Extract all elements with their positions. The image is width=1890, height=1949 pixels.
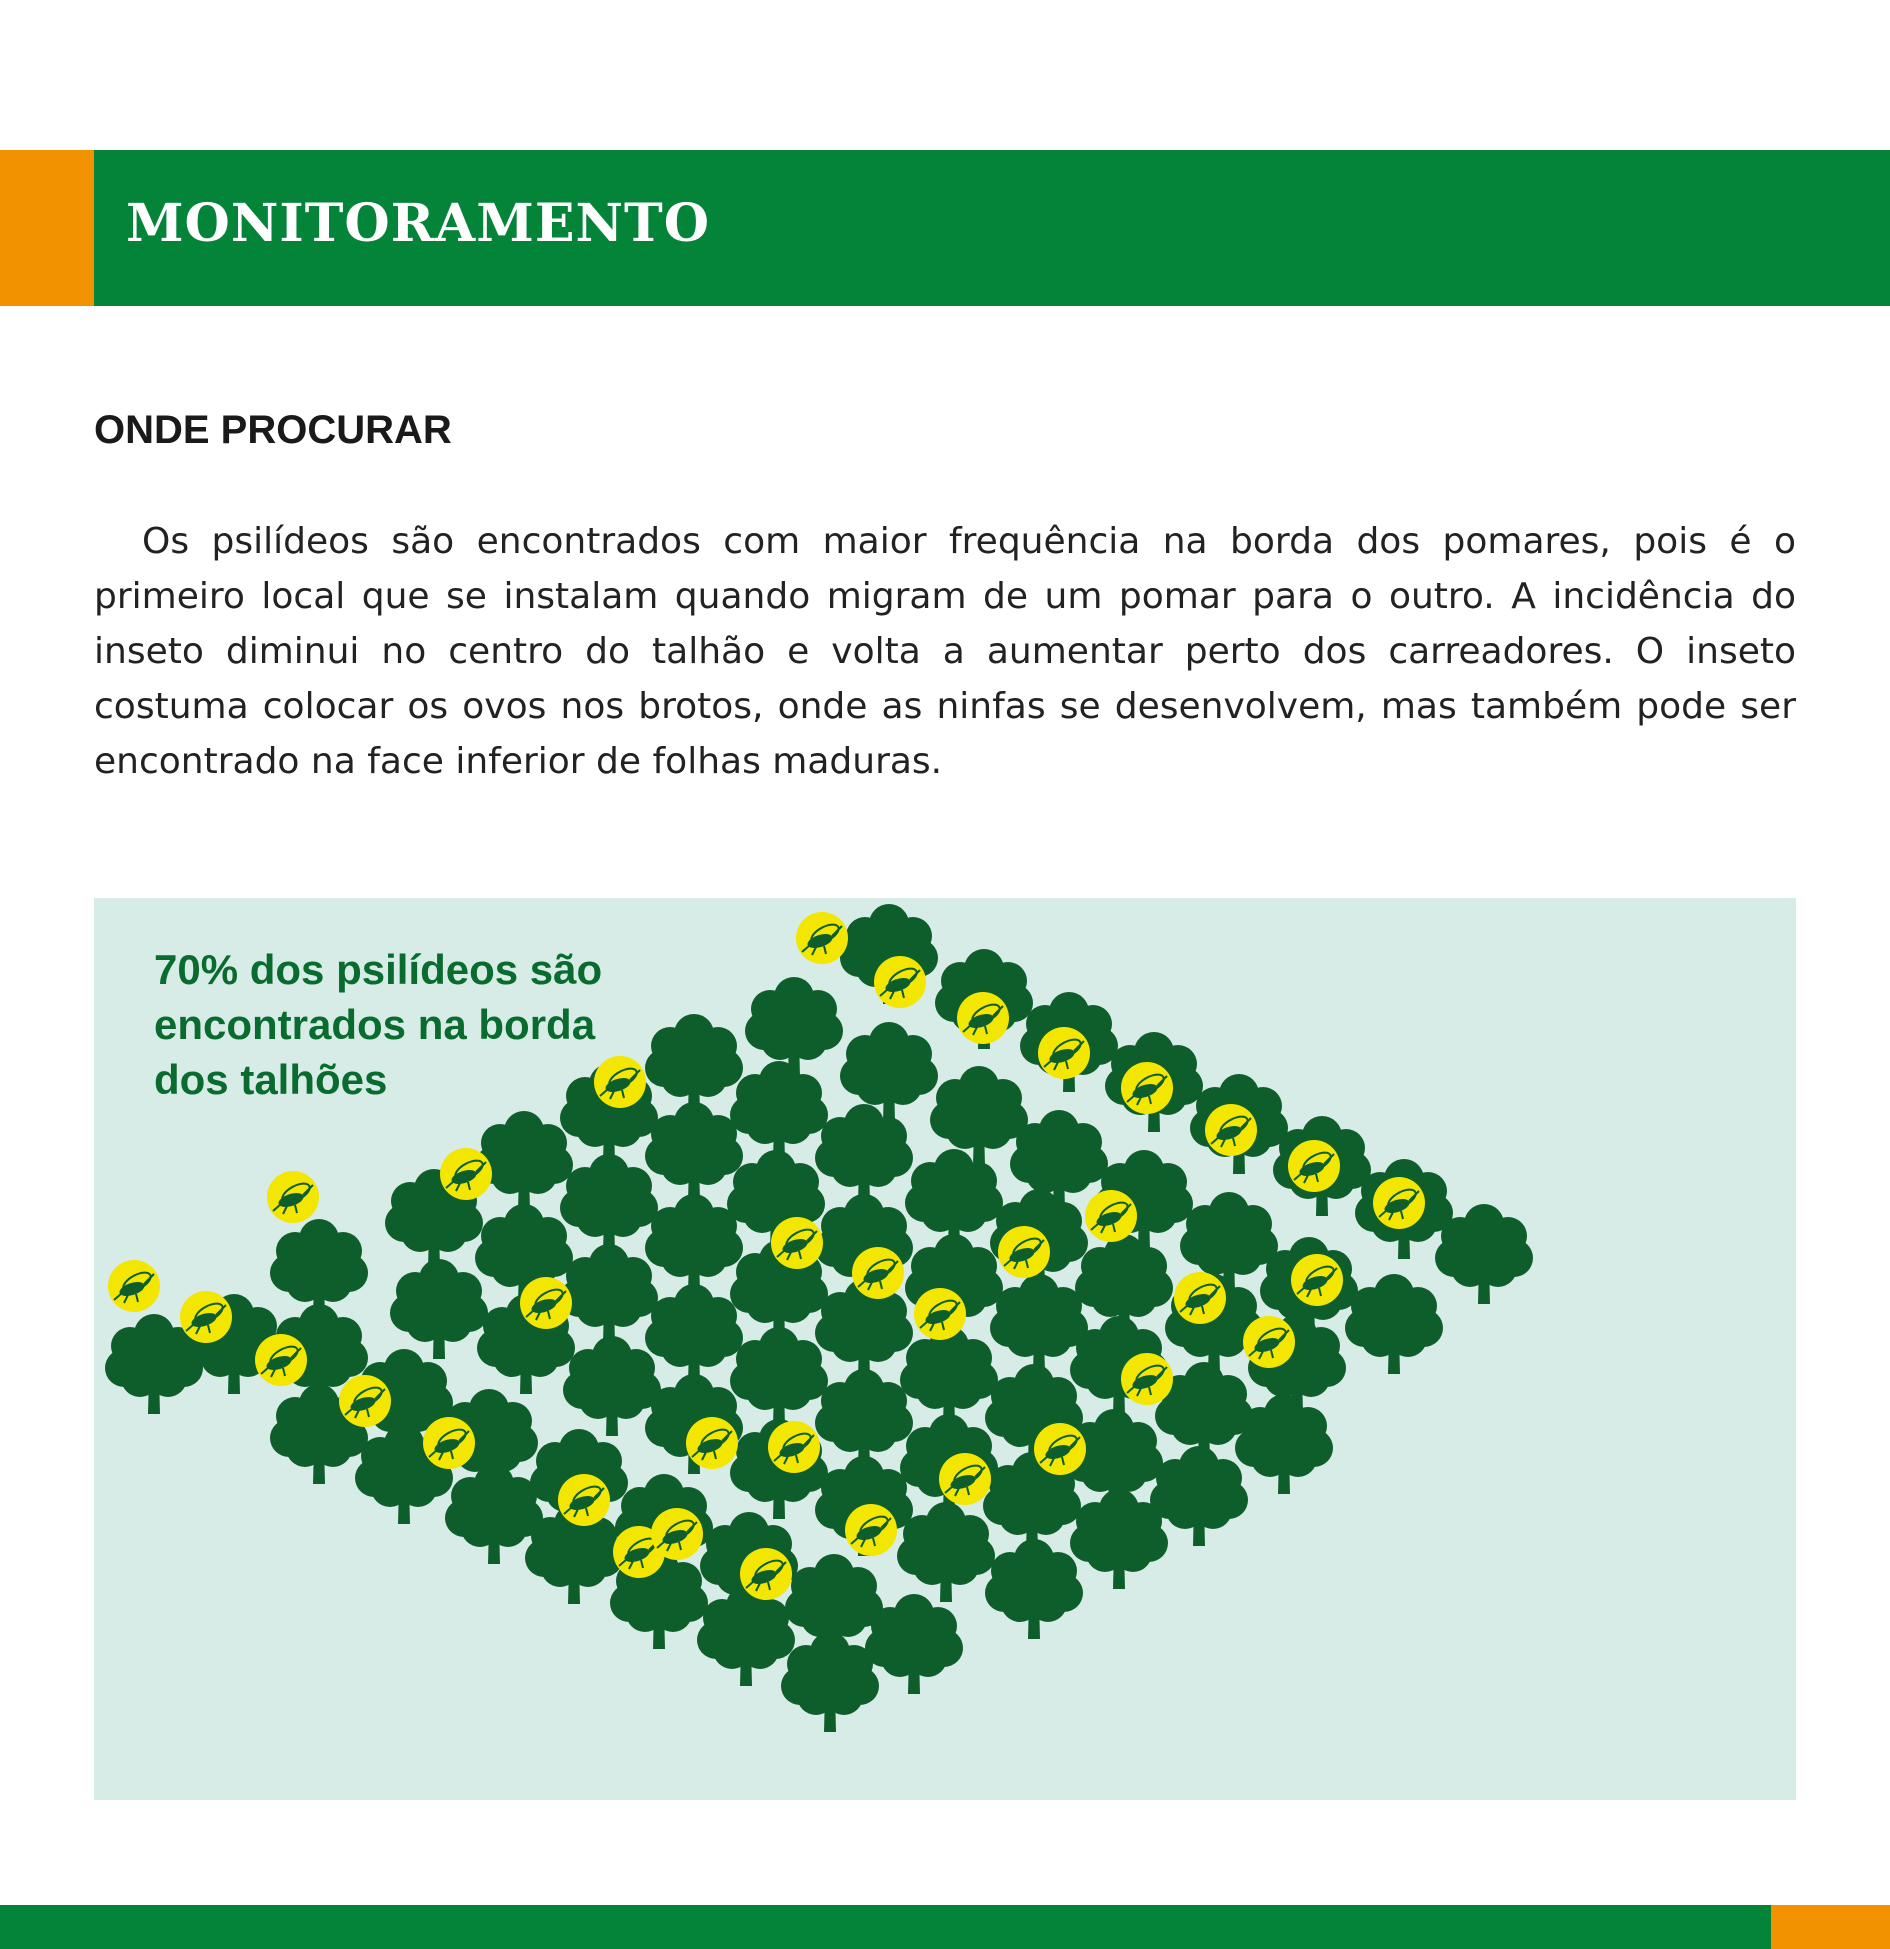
psyllid-insect-icon	[1288, 1140, 1340, 1192]
tree-icon	[560, 1244, 658, 1344]
psyllid-insect-icon	[957, 992, 1009, 1044]
tree-icon	[645, 1102, 743, 1202]
footer-accent-bar	[1771, 1905, 1890, 1949]
tree-icon	[645, 1014, 743, 1114]
psyllid-insect-icon	[267, 1171, 319, 1223]
psyllid-insect-icon	[796, 912, 848, 964]
tree-icon	[900, 1326, 998, 1426]
psyllid-insect-icon	[1085, 1190, 1137, 1242]
tree-icon	[560, 1154, 658, 1254]
psyllid-insect-icon	[939, 1453, 991, 1505]
psyllid-insect-icon	[1121, 1353, 1173, 1405]
body-paragraph: Os psilídeos são encontrados com maior frequência na borda dos pomares, pois é o primeiro local que se instalam quando migram de um pomar para o outro. A incidência do inseto diminui no centro do talhão e volta a aumentar perto dos carreadores. O inseto costuma colocar os ovos nos brotos, onde as ninfas se desenvolvem, mas também pode ser encontrado na face inferior de folhas maduras.	[94, 521, 1796, 782]
psyllid-insect-icon	[651, 1508, 703, 1560]
psyllid-insect-icon	[255, 1334, 307, 1386]
psyllid-insect-icon	[108, 1260, 160, 1312]
tree-icon	[390, 1259, 488, 1359]
psyllid-insect-icon	[339, 1375, 391, 1427]
psyllid-insect-icon	[1205, 1104, 1257, 1156]
psyllid-insect-icon	[998, 1226, 1050, 1278]
psyllid-insect-icon	[768, 1421, 820, 1473]
tree-icon	[745, 977, 843, 1077]
tree-icon	[730, 1327, 828, 1427]
psyllid-insect-icon	[1121, 1062, 1173, 1114]
tree-icon	[990, 1274, 1088, 1374]
tree-icon	[563, 1336, 661, 1436]
tree-icon	[985, 1539, 1083, 1639]
psyllid-insect-icon	[914, 1288, 966, 1340]
tree-icon	[815, 1369, 913, 1469]
psyllid-insect-icon	[558, 1474, 610, 1526]
tree-icon	[1345, 1274, 1443, 1374]
psyllid-insect-icon	[1038, 1027, 1090, 1079]
tree-icon	[815, 1104, 913, 1204]
psyllid-insect-icon	[874, 956, 926, 1008]
figure-caption: 70% dos psilídeos são encontrados na borda dos talhões	[154, 946, 603, 1103]
psyllid-insect-icon	[180, 1291, 232, 1343]
tree-icon	[730, 1061, 828, 1161]
tree-icon	[781, 1632, 879, 1732]
psyllid-insect-icon	[845, 1504, 897, 1556]
psyllid-insect-icon	[771, 1217, 823, 1269]
psyllid-insect-icon	[1034, 1423, 1086, 1475]
psyllid-insect-icon	[852, 1247, 904, 1299]
psyllid-insect-icon	[520, 1277, 572, 1329]
page-title: MONITORAMENTO	[126, 193, 710, 254]
tree-icon	[897, 1502, 995, 1602]
section-title: ONDE PROCURAR	[94, 408, 452, 452]
tree-icon	[930, 1066, 1028, 1166]
footer-bar	[0, 1905, 1771, 1949]
psyllid-insect-icon	[1373, 1177, 1425, 1229]
tree-icon	[1150, 1446, 1248, 1546]
psyllid-insect-icon	[440, 1148, 492, 1200]
tree-icon	[697, 1586, 795, 1686]
psyllid-insect-icon	[740, 1548, 792, 1600]
header-accent-bar	[0, 150, 94, 306]
psyllid-insect-icon	[686, 1417, 738, 1469]
psyllid-insect-icon	[423, 1417, 475, 1469]
tree-icon	[475, 1111, 573, 1211]
psyllid-insect-icon	[1174, 1272, 1226, 1324]
orchard-illustration	[94, 898, 1796, 1800]
psyllid-insect-icon	[1291, 1254, 1343, 1306]
tree-icon	[645, 1284, 743, 1384]
psyllid-insect-icon	[1243, 1316, 1295, 1368]
